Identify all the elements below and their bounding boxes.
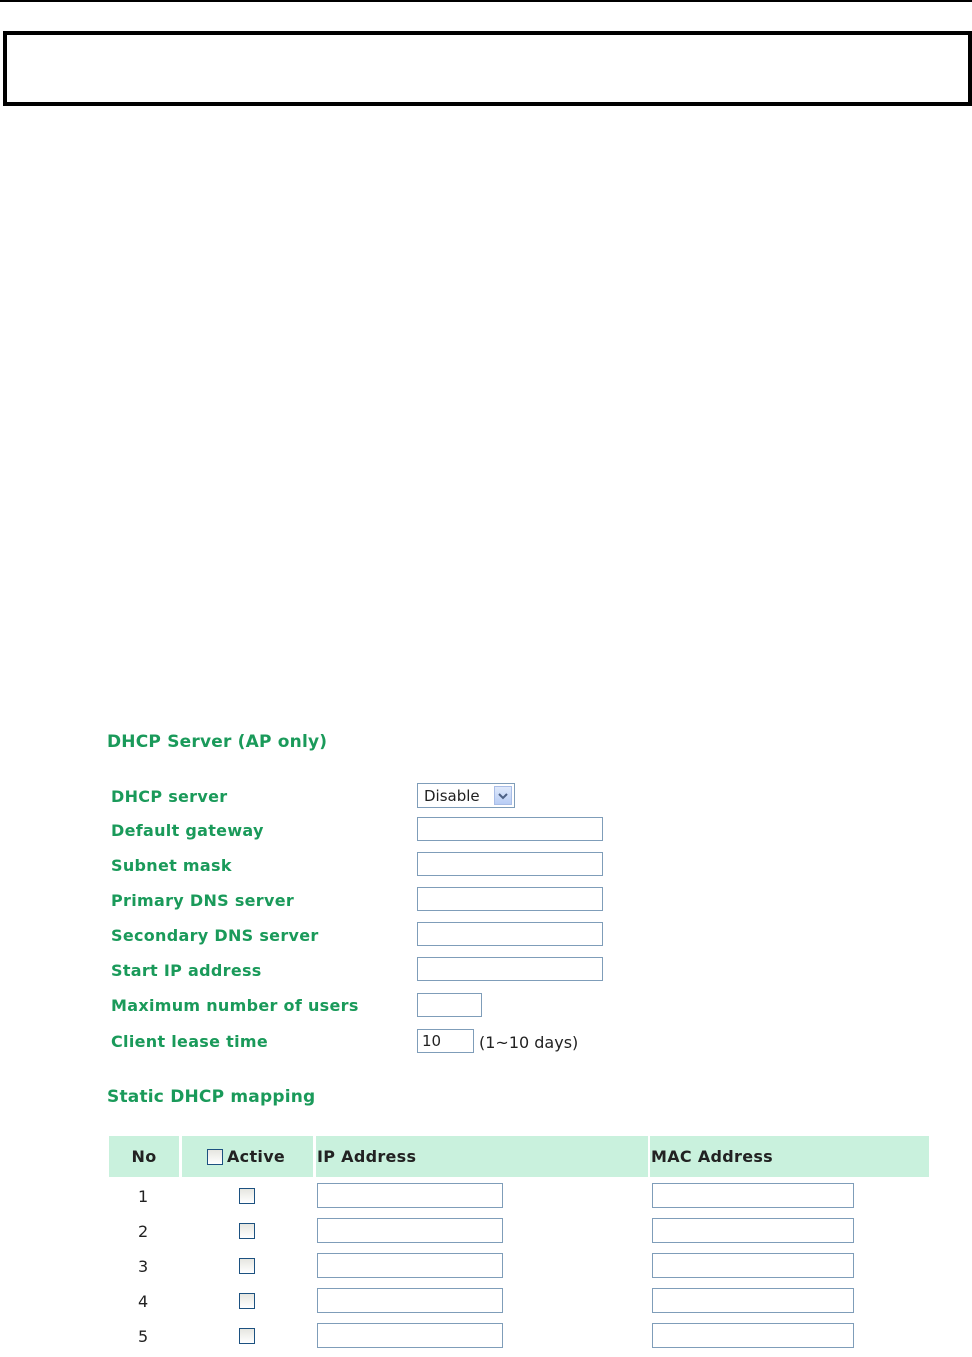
primary-dns-label: Primary DNS server [111, 891, 295, 910]
row-active-checkbox[interactable] [239, 1223, 255, 1239]
row-mac-input[interactable] [652, 1288, 854, 1313]
column-header-ip [316, 1136, 648, 1177]
column-header-ip-label: IP Address [317, 1147, 417, 1166]
column-header-mac-label: MAC Address [651, 1147, 773, 1166]
row-mac-input[interactable] [652, 1218, 854, 1243]
dhcp-server-select[interactable] [417, 783, 515, 808]
row-active-checkbox[interactable] [239, 1293, 255, 1309]
row-ip-input[interactable] [317, 1323, 503, 1348]
static-mapping-title: Static DHCP mapping [107, 1087, 316, 1107]
row-number: 3 [138, 1257, 149, 1276]
dhcp-server-label: DHCP server [111, 787, 228, 806]
row-number: 1 [138, 1187, 149, 1206]
row-ip-input[interactable] [317, 1288, 503, 1313]
start-ip-input[interactable] [417, 957, 603, 981]
row-number: 5 [138, 1327, 149, 1346]
subnet-mask-label: Subnet mask [111, 856, 232, 875]
row-ip-input[interactable] [317, 1218, 503, 1243]
default-gateway-label: Default gateway [111, 821, 264, 840]
row-mac-input[interactable] [652, 1183, 854, 1208]
column-header-no-label: No [131, 1147, 157, 1166]
row-mac-input[interactable] [652, 1253, 854, 1278]
start-ip-label: Start IP address [111, 961, 262, 980]
lease-time-input[interactable] [417, 1029, 474, 1053]
chevron-down-icon[interactable] [494, 786, 512, 805]
max-users-label: Maximum number of users [111, 996, 359, 1015]
column-header-active [182, 1136, 313, 1177]
secondary-dns-label: Secondary DNS server [111, 926, 319, 945]
dhcp-server-value: Disable [424, 786, 480, 805]
lease-time-hint: (1~10 days) [479, 1033, 579, 1052]
lease-time-label: Client lease time [111, 1032, 269, 1051]
select-all-checkbox[interactable] [207, 1149, 223, 1165]
secondary-dns-input[interactable] [417, 922, 603, 946]
row-mac-input[interactable] [652, 1323, 854, 1348]
row-active-checkbox[interactable] [239, 1188, 255, 1204]
row-ip-input[interactable] [317, 1253, 503, 1278]
default-gateway-input[interactable] [417, 817, 603, 841]
dhcp-section-title: DHCP Server (AP only) [107, 732, 328, 752]
column-header-no [109, 1136, 179, 1177]
row-number: 4 [138, 1292, 149, 1311]
max-users-input[interactable] [417, 993, 482, 1017]
column-header-active-label: Active [227, 1147, 286, 1166]
row-active-checkbox[interactable] [239, 1328, 255, 1344]
top-rule [0, 0, 972, 2]
row-active-checkbox[interactable] [239, 1258, 255, 1274]
column-header-mac [650, 1136, 929, 1177]
subnet-mask-input[interactable] [417, 852, 603, 876]
row-number: 2 [138, 1222, 149, 1241]
primary-dns-input[interactable] [417, 887, 603, 911]
row-ip-input[interactable] [317, 1183, 503, 1208]
header-box [3, 31, 972, 106]
